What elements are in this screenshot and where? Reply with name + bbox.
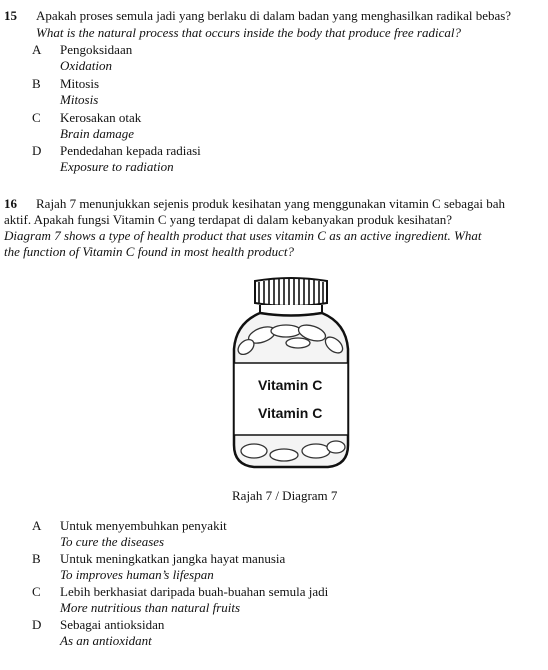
option-text-en: More nutritious than natural fruits — [60, 600, 241, 615]
question-stem-en: What is the natural process that occurs inside the body that produce free radical? — [36, 25, 461, 40]
option-letter: C — [32, 584, 41, 599]
option-letter: B — [32, 76, 41, 91]
vitamin-bottle-icon — [224, 275, 358, 471]
option-text-ms: Untuk menyembuhkan penyakit — [60, 518, 227, 533]
question-stem-en-line2: the function of Vitamin C found in most health product? — [4, 244, 294, 259]
option-text-en: Exposure to radiation — [60, 159, 174, 174]
option-letter: B — [32, 551, 41, 566]
option-text-en: Oxidation — [60, 58, 112, 73]
option-text-ms: Untuk meningkatkan jangka hayat manusia — [60, 551, 286, 566]
question-stem-ms-line2: aktif. Apakah fungsi Vitamin C yang terdapat di dalam kebanyakan produk kesihatan? — [4, 212, 453, 227]
option-letter: D — [32, 617, 42, 632]
figure-label: Vitamin C — [258, 377, 323, 393]
option-letter: A — [32, 518, 42, 533]
option-text-ms: Mitosis — [60, 76, 100, 91]
option-text-en: Mitosis — [60, 92, 99, 107]
option-text-en: Brain damage — [60, 126, 135, 141]
figure-label: Vitamin C — [258, 405, 323, 421]
option-letter: D — [32, 143, 42, 158]
option-text-ms: Pendedahan kepada radiasi — [60, 143, 201, 158]
option-text-en: As an antioxidant — [60, 633, 152, 648]
option-text-ms: Sebagai antioksidan — [60, 617, 165, 632]
option-letter: C — [32, 110, 41, 125]
option-text-ms: Pengoksidaan — [60, 42, 133, 57]
question-stem-ms: Apakah proses semula jadi yang berlaku di dalam badan yang menghasilkan radikal bebas? — [36, 8, 512, 23]
question-stem-ms-line1: Rajah 7 menunjukkan sejenis produk kesihatan yang menggunakan vitamin C sebagai bah — [36, 196, 505, 211]
option-text-ms: Kerosakan otak — [60, 110, 142, 125]
question-stem-en-line1: Diagram 7 shows a type of health product that uses vitamin C as an active ingredient. What — [4, 228, 482, 243]
vitamin-c-bottle-figure — [224, 275, 358, 476]
option-text-en: To cure the diseases — [60, 534, 165, 549]
question-number: 15 — [4, 8, 17, 23]
question-number: 16 — [4, 196, 17, 211]
option-text-ms: Lebih berkhasiat daripada buah-buahan semula jadi — [60, 584, 329, 599]
option-letter: A — [32, 42, 42, 57]
figure-caption: Rajah 7 / Diagram 7 — [232, 488, 338, 503]
option-text-en: To improves human’s lifespan — [60, 567, 214, 582]
